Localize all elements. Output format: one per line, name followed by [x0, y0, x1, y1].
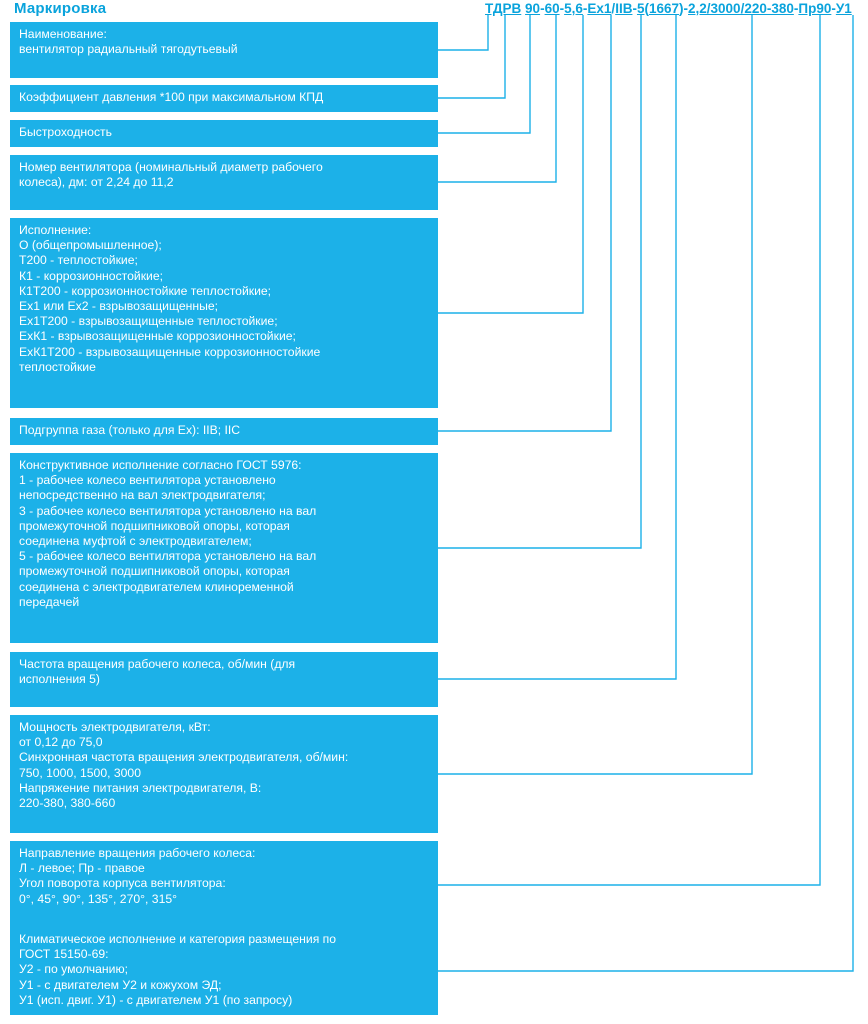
- connector-line: [438, 15, 641, 548]
- callout-line: Исполнение:: [19, 223, 92, 237]
- code-part: 60: [544, 1, 560, 16]
- code-part: -: [559, 1, 565, 16]
- callout-line: промежуточной подшипниковой опоры, которая: [19, 564, 290, 579]
- connector-line: [438, 15, 556, 182]
- callout-line: Угол поворота корпуса вентилятора:: [19, 876, 226, 891]
- callout-line: 1 - рабочее колесо вентилятора установлено: [19, 473, 276, 488]
- connector-line: [438, 15, 676, 679]
- callout-line: Номер вентилятора (номинальный диаметр рабочего: [19, 160, 323, 174]
- callout-line: Быстроходность: [19, 125, 112, 139]
- callout-line: О (общепромышленное);: [19, 238, 162, 253]
- callout-line: ЕхК1 - взрывозащищенные коррозионностойкие;: [19, 329, 296, 344]
- callout-line: Ех1Т200 - взрывозащищенные теплостойкие;: [19, 314, 278, 329]
- callout-line: вентилятор радиальный тягодутьевый: [19, 42, 238, 57]
- connector-line: [438, 15, 488, 50]
- callout-line: Направление вращения рабочего колеса:: [19, 846, 256, 860]
- callout-box: [10, 155, 438, 210]
- callout-line: Напряжение питания электродвигателя, В:: [19, 780, 262, 795]
- callout-box: [10, 715, 438, 833]
- code-part: -: [582, 1, 588, 16]
- callout-box: [10, 652, 438, 707]
- code-part: -: [540, 1, 545, 16]
- callout-line: промежуточной подшипниковой опоры, которая: [19, 518, 290, 533]
- code-part: Пр90: [798, 1, 832, 16]
- connector-line: [438, 15, 611, 431]
- callout-line: соединена муфтой с электродвигателем;: [19, 534, 252, 549]
- code-part: IIB: [615, 1, 633, 16]
- callout-box: [10, 453, 438, 643]
- code-part: 90: [525, 1, 541, 16]
- callout-line: теплостойкие: [19, 359, 96, 374]
- callout-box: [10, 218, 438, 408]
- callout-line: 750, 1000, 1500, 3000: [19, 765, 141, 780]
- code-part: ТДРВ: [485, 1, 522, 16]
- callout-line: Частота вращения рабочего колеса, об/мин (для: [19, 657, 296, 671]
- callout-line: 5 - рабочее колесо вентилятора установлено на вал: [19, 549, 317, 564]
- callout-line: К1 - коррозионностойкие;: [19, 268, 163, 283]
- code-part: 1667: [648, 1, 680, 16]
- callout-line: Коэффициент давления *100 при максимальном КПД: [19, 90, 324, 104]
- callout-line: Т200 - теплостойкие;: [19, 253, 138, 268]
- code-part: 2,2/3000/220-380: [688, 1, 794, 16]
- connector-line: [438, 15, 752, 774]
- callout-box: [10, 120, 438, 147]
- code-part: 5: [636, 1, 645, 16]
- callout-line: 220-380, 380-660: [19, 796, 116, 811]
- callout-line: 0°, 45°, 90°, 135°, 270°, 315°: [19, 891, 177, 906]
- callout-line: Л - левое; Пр - правое: [19, 861, 145, 876]
- callout-line: ГОСТ 15150-69:: [19, 947, 109, 962]
- callout-line: 3 - рабочее колесо вентилятора установлено на вал: [19, 503, 317, 518]
- connector-line: [438, 15, 530, 133]
- callout-line: К1Т200 - коррозионностойкие теплостойкие;: [19, 283, 272, 298]
- code-part: -: [793, 1, 799, 16]
- callout-box: [10, 418, 438, 445]
- callout-line: колеса), дм: от 2,24 до 11,2: [19, 175, 174, 190]
- code-part: /: [611, 1, 616, 16]
- callout-box: [10, 927, 438, 1015]
- callout-line: У2 - по умолчанию;: [19, 962, 128, 977]
- page-title: Маркировка: [14, 0, 107, 17]
- code-part: Ex1: [587, 1, 612, 16]
- callout-line: непосредственно на вал электродвигателя;: [19, 488, 266, 503]
- code-part: )-: [679, 1, 689, 16]
- callout-line: У1 - с двигателем У2 и кожухом ЭД;: [19, 977, 222, 992]
- callout-line: У1 (исп. двиг. У1) - с двигателем У1 (по запросу): [19, 992, 293, 1007]
- code-part: (: [644, 1, 649, 16]
- code-part: 5,6: [564, 1, 583, 16]
- connector-line: [438, 15, 583, 313]
- connector-line: [438, 15, 853, 971]
- callout-line: Подгруппа газа (только для Ех): IIB; IIC: [19, 423, 241, 437]
- code-part: -: [632, 1, 637, 16]
- connector-line: [438, 15, 820, 885]
- callout-line: Мощность электродвигателя, кВт:: [19, 720, 211, 734]
- callout-box: [10, 85, 438, 112]
- callout-box: [10, 841, 438, 929]
- code-part: У1: [835, 1, 852, 16]
- callout-line: от 0,12 до 75,0: [19, 735, 103, 750]
- callout-line: соединена с электродвигателем клиноременной: [19, 579, 294, 594]
- callout-line: Ех1 или Ех2 - взрывозащищенные;: [19, 299, 219, 314]
- callout-line: исполнения 5): [19, 672, 100, 687]
- callout-line: Синхронная частота вращения электродвигателя, об/мин:: [19, 750, 349, 765]
- callout-line: Наименование:: [19, 27, 107, 41]
- callout-line: ЕхК1Т200 - взрывозащищенные коррозионностойкие: [19, 344, 321, 359]
- code-part: -: [831, 1, 836, 16]
- callout-line: Климатическое исполнение и категория размещения по: [19, 932, 337, 946]
- connector-line: [438, 15, 505, 98]
- callout-box: [10, 22, 438, 78]
- callout-line: передачей: [19, 594, 80, 609]
- product-code: [485, 1, 852, 16]
- callout-line: Конструктивное исполнение согласно ГОСТ 5976:: [19, 458, 302, 472]
